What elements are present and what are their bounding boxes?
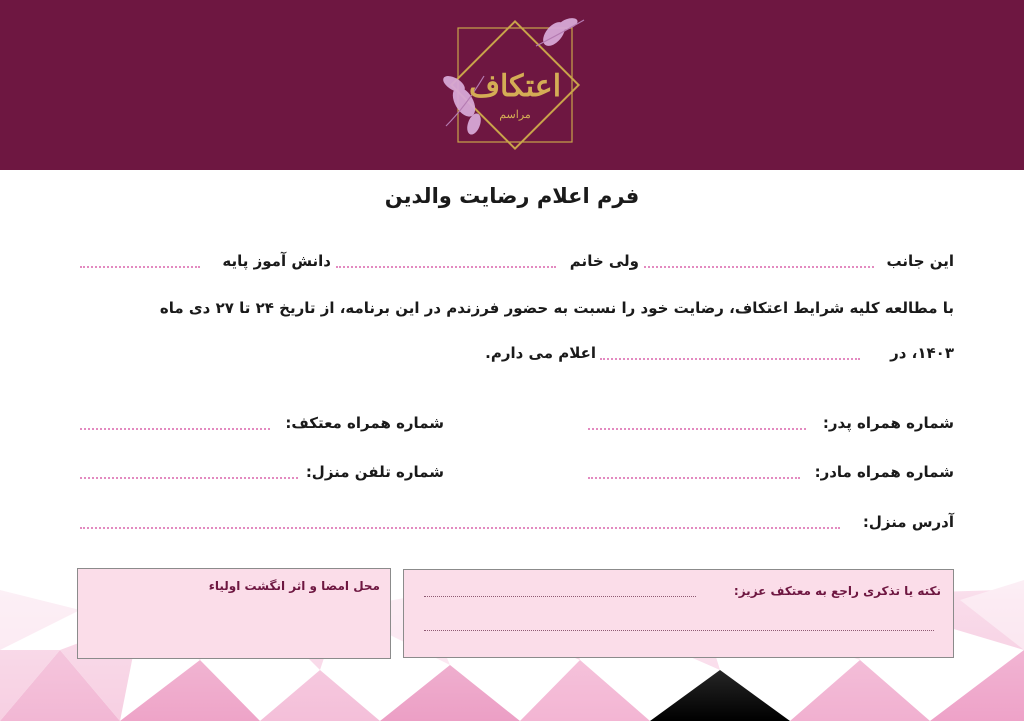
form-title: فرم اعلام رضایت والدین xyxy=(384,184,640,208)
companion-phone-label: شماره همراه معتکف: xyxy=(285,414,444,432)
signature-box-title: محل امضا و اثر انگشت اولیاء xyxy=(208,579,380,593)
name-field[interactable] xyxy=(644,266,874,268)
consent-paragraph: با مطالعه کلیه شرایط اعتکاف، رضایت خود را نسبت به حضور فرزندم در این برنامه، از تاریخ ۲۴ تا ۲۷ دی ماه xyxy=(159,299,954,317)
grade-field[interactable] xyxy=(80,266,200,268)
header-banner xyxy=(0,0,1024,170)
student-grade-label: دانش آموز پایه xyxy=(222,252,331,270)
declare-label: اعلام می دارم. xyxy=(485,344,596,362)
mother-phone-field[interactable] xyxy=(588,477,800,479)
father-phone-label: شماره همراه پدر: xyxy=(822,414,954,432)
year-in-label: ۱۴۰۳، در xyxy=(890,344,954,362)
home-phone-field[interactable] xyxy=(80,477,298,479)
this-person-label: این جانب xyxy=(886,252,954,270)
address-field[interactable] xyxy=(80,527,840,529)
guardian-name-field[interactable] xyxy=(336,266,556,268)
companion-phone-field[interactable] xyxy=(80,428,270,430)
signature-box[interactable] xyxy=(77,568,391,659)
mother-phone-label: شماره همراه مادر: xyxy=(814,463,954,481)
note-box-title: نکته یا تذکری راجع به معتکف عزیز: xyxy=(733,584,941,598)
place-field[interactable] xyxy=(600,358,860,360)
note-line-1 xyxy=(424,596,696,597)
guardian-label: ولی خانم xyxy=(569,252,639,270)
address-label: آدرس منزل: xyxy=(862,513,954,531)
logo-text: اعتکاف xyxy=(468,69,562,104)
father-phone-field[interactable] xyxy=(588,428,806,430)
note-line-2 xyxy=(424,630,934,631)
note-box[interactable] xyxy=(403,569,954,658)
logo xyxy=(436,6,594,164)
floral-frame-icon xyxy=(436,6,594,164)
home-phone-label: شماره تلفن منزل: xyxy=(305,463,444,481)
logo-subtext: مراسم xyxy=(499,108,531,121)
